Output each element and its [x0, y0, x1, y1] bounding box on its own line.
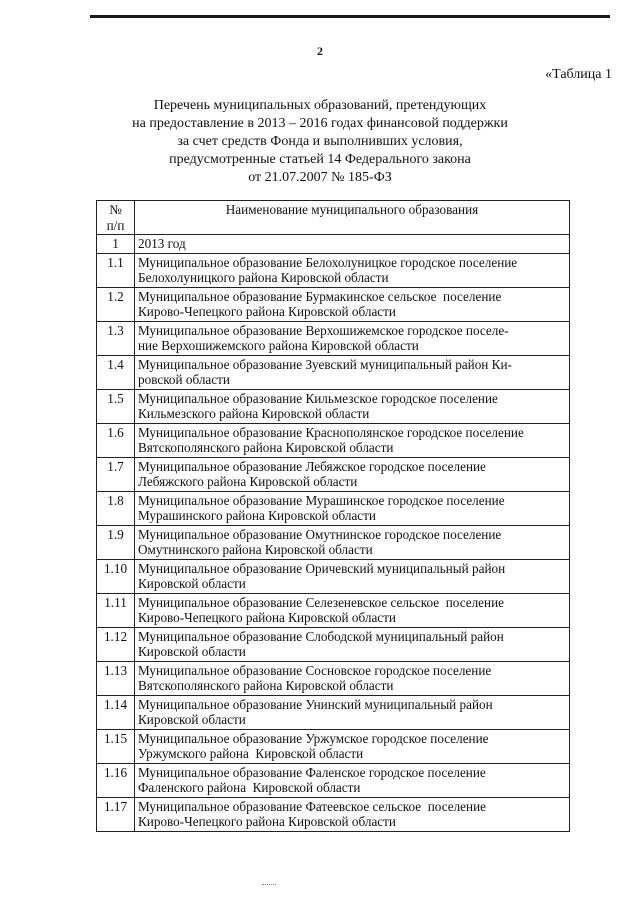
row-municipality-name — [135, 253, 570, 287]
row-text-line: Кирово-Чепецкого района Кировской области — [138, 610, 396, 625]
table-row — [97, 389, 570, 423]
row-text-line: Вятскополянского района Кировской области — [138, 678, 394, 693]
row-text-line: Муниципальное образование Белохолуницкое городское поселение — [138, 254, 518, 270]
table-row — [97, 491, 570, 525]
row-text-line: ние Верхошижемского района Кировской области — [138, 338, 419, 353]
row-text-line: Муниципальное образование Селезеневское сельское поселение — [138, 594, 504, 610]
row-text-line: Муниципальное образование Оричевский муниципальный район — [138, 560, 506, 576]
row-municipality-name — [135, 729, 570, 763]
row-text-line: Муниципальное образование Слободской муниципальный район — [138, 628, 504, 644]
table-row — [97, 253, 570, 287]
row-municipality-name — [135, 797, 570, 831]
row-text-line: Кировской области — [138, 576, 246, 591]
row-text-line: Кирово-Чепецкого района Кировской области — [138, 304, 396, 319]
year-row-number: 1 — [97, 235, 135, 254]
row-number: 1.14 — [97, 695, 135, 729]
scan-speck — [262, 884, 276, 886]
row-municipality-name — [135, 491, 570, 525]
title-line: на предоставление в 2013 – 2016 годах финансовой поддержки — [132, 116, 508, 131]
row-text-line: Вятскополянского района Кировской области — [138, 440, 394, 455]
row-number: 1.4 — [97, 355, 135, 389]
row-municipality-name — [135, 763, 570, 797]
table-caption: «Таблица 1 — [545, 67, 612, 82]
row-text-line: Кильмезского района Кировской области — [138, 406, 370, 421]
row-text-line: Муниципальное образование Уржумское городское поселение — [138, 730, 489, 746]
document-title — [100, 97, 540, 187]
year-row-label: 2013 год — [135, 235, 570, 254]
row-number: 1.1 — [97, 253, 135, 287]
row-number: 1.11 — [97, 593, 135, 627]
row-text-line: Муниципальное образование Верхошижемское городское поселе- — [138, 322, 509, 338]
table-row — [97, 525, 570, 559]
row-text-line: Муниципальное образование Мурашинское городское поселение — [138, 492, 505, 508]
row-number: 1.13 — [97, 661, 135, 695]
row-text-line: Фаленского района Кировской области — [138, 780, 361, 795]
table-row — [97, 321, 570, 355]
title-line: предусмотренные статьей 14 Федерального закона — [169, 152, 471, 167]
table-row — [97, 355, 570, 389]
title-line: за счет средств Фонда и выполнивших условия, — [177, 134, 463, 149]
row-municipality-name — [135, 355, 570, 389]
table-row — [97, 457, 570, 491]
row-text-line: Муниципальное образование Бурмакинское сельское поселение — [138, 288, 502, 304]
row-text-line: Уржумского района Кировской области — [138, 746, 364, 761]
table-row — [97, 627, 570, 661]
row-municipality-name — [135, 389, 570, 423]
row-municipality-name — [135, 287, 570, 321]
row-municipality-name — [135, 321, 570, 355]
header-name: Наименование муниципального образования — [135, 201, 570, 235]
table-row — [97, 729, 570, 763]
row-text-line: Кировской области — [138, 712, 246, 727]
table-header-row — [97, 201, 570, 235]
row-municipality-name — [135, 661, 570, 695]
row-number: 1.7 — [97, 457, 135, 491]
row-text-line: Муниципальное образование Унинский муниципальный район — [138, 696, 493, 712]
title-line: Перечень муниципальных образований, претендующих — [153, 98, 487, 113]
row-municipality-name — [135, 593, 570, 627]
header-number: № п/п — [97, 201, 135, 235]
row-number: 1.10 — [97, 559, 135, 593]
table-row — [97, 423, 570, 457]
row-text-line: Муниципальное образование Сосновское городское поселение — [138, 662, 492, 678]
row-number: 1.15 — [97, 729, 135, 763]
table-row — [97, 797, 570, 831]
row-municipality-name — [135, 627, 570, 661]
row-text-line: Омутнинского района Кировской области — [138, 542, 373, 557]
row-text-line: Муниципальное образование Зуевский муниципальный район Ки- — [138, 356, 512, 372]
municipalities-table — [96, 200, 570, 832]
row-text-line: Муниципальное образование Лебяжское городское поселение — [138, 458, 486, 474]
row-number: 1.9 — [97, 525, 135, 559]
row-municipality-name — [135, 457, 570, 491]
row-municipality-name — [135, 559, 570, 593]
row-text-line: Лебяжского района Кировской области — [138, 474, 358, 489]
row-text-line: Мурашинского района Кировской области — [138, 508, 376, 523]
table-row — [97, 695, 570, 729]
row-number: 1.16 — [97, 763, 135, 797]
row-municipality-name — [135, 423, 570, 457]
table-row — [97, 593, 570, 627]
row-text-line: Кирово-Чепецкого района Кировской области — [138, 814, 396, 829]
row-number: 1.8 — [97, 491, 135, 525]
row-text-line: Кировской области — [138, 644, 246, 659]
scan-top-rule — [90, 15, 610, 18]
row-text-line: Муниципальное образование Фаленское городское поселение — [138, 764, 486, 780]
row-number: 1.6 — [97, 423, 135, 457]
table-row — [97, 661, 570, 695]
row-number: 1.12 — [97, 627, 135, 661]
row-number: 1.3 — [97, 321, 135, 355]
row-text-line: Белохолуницкого района Кировской области — [138, 270, 389, 285]
row-text-line: Муниципальное образование Краснополянское городское поселение — [138, 424, 524, 440]
table-row — [97, 763, 570, 797]
row-text-line: Муниципальное образование Омутнинское городское поселение — [138, 526, 502, 542]
row-number: 1.5 — [97, 389, 135, 423]
row-municipality-name — [135, 525, 570, 559]
page-number: 2 — [317, 44, 323, 58]
table-row — [97, 559, 570, 593]
row-text-line: Муниципальное образование Фатеевское сельское поселение — [138, 798, 486, 814]
row-number: 1.2 — [97, 287, 135, 321]
title-line: от 21.07.2007 № 185-ФЗ — [248, 170, 392, 185]
table-row — [97, 287, 570, 321]
row-municipality-name — [135, 695, 570, 729]
row-number: 1.17 — [97, 797, 135, 831]
row-text-line: ровской области — [138, 372, 230, 387]
year-row — [97, 235, 570, 254]
row-text-line: Муниципальное образование Кильмезское городское поселение — [138, 390, 498, 406]
